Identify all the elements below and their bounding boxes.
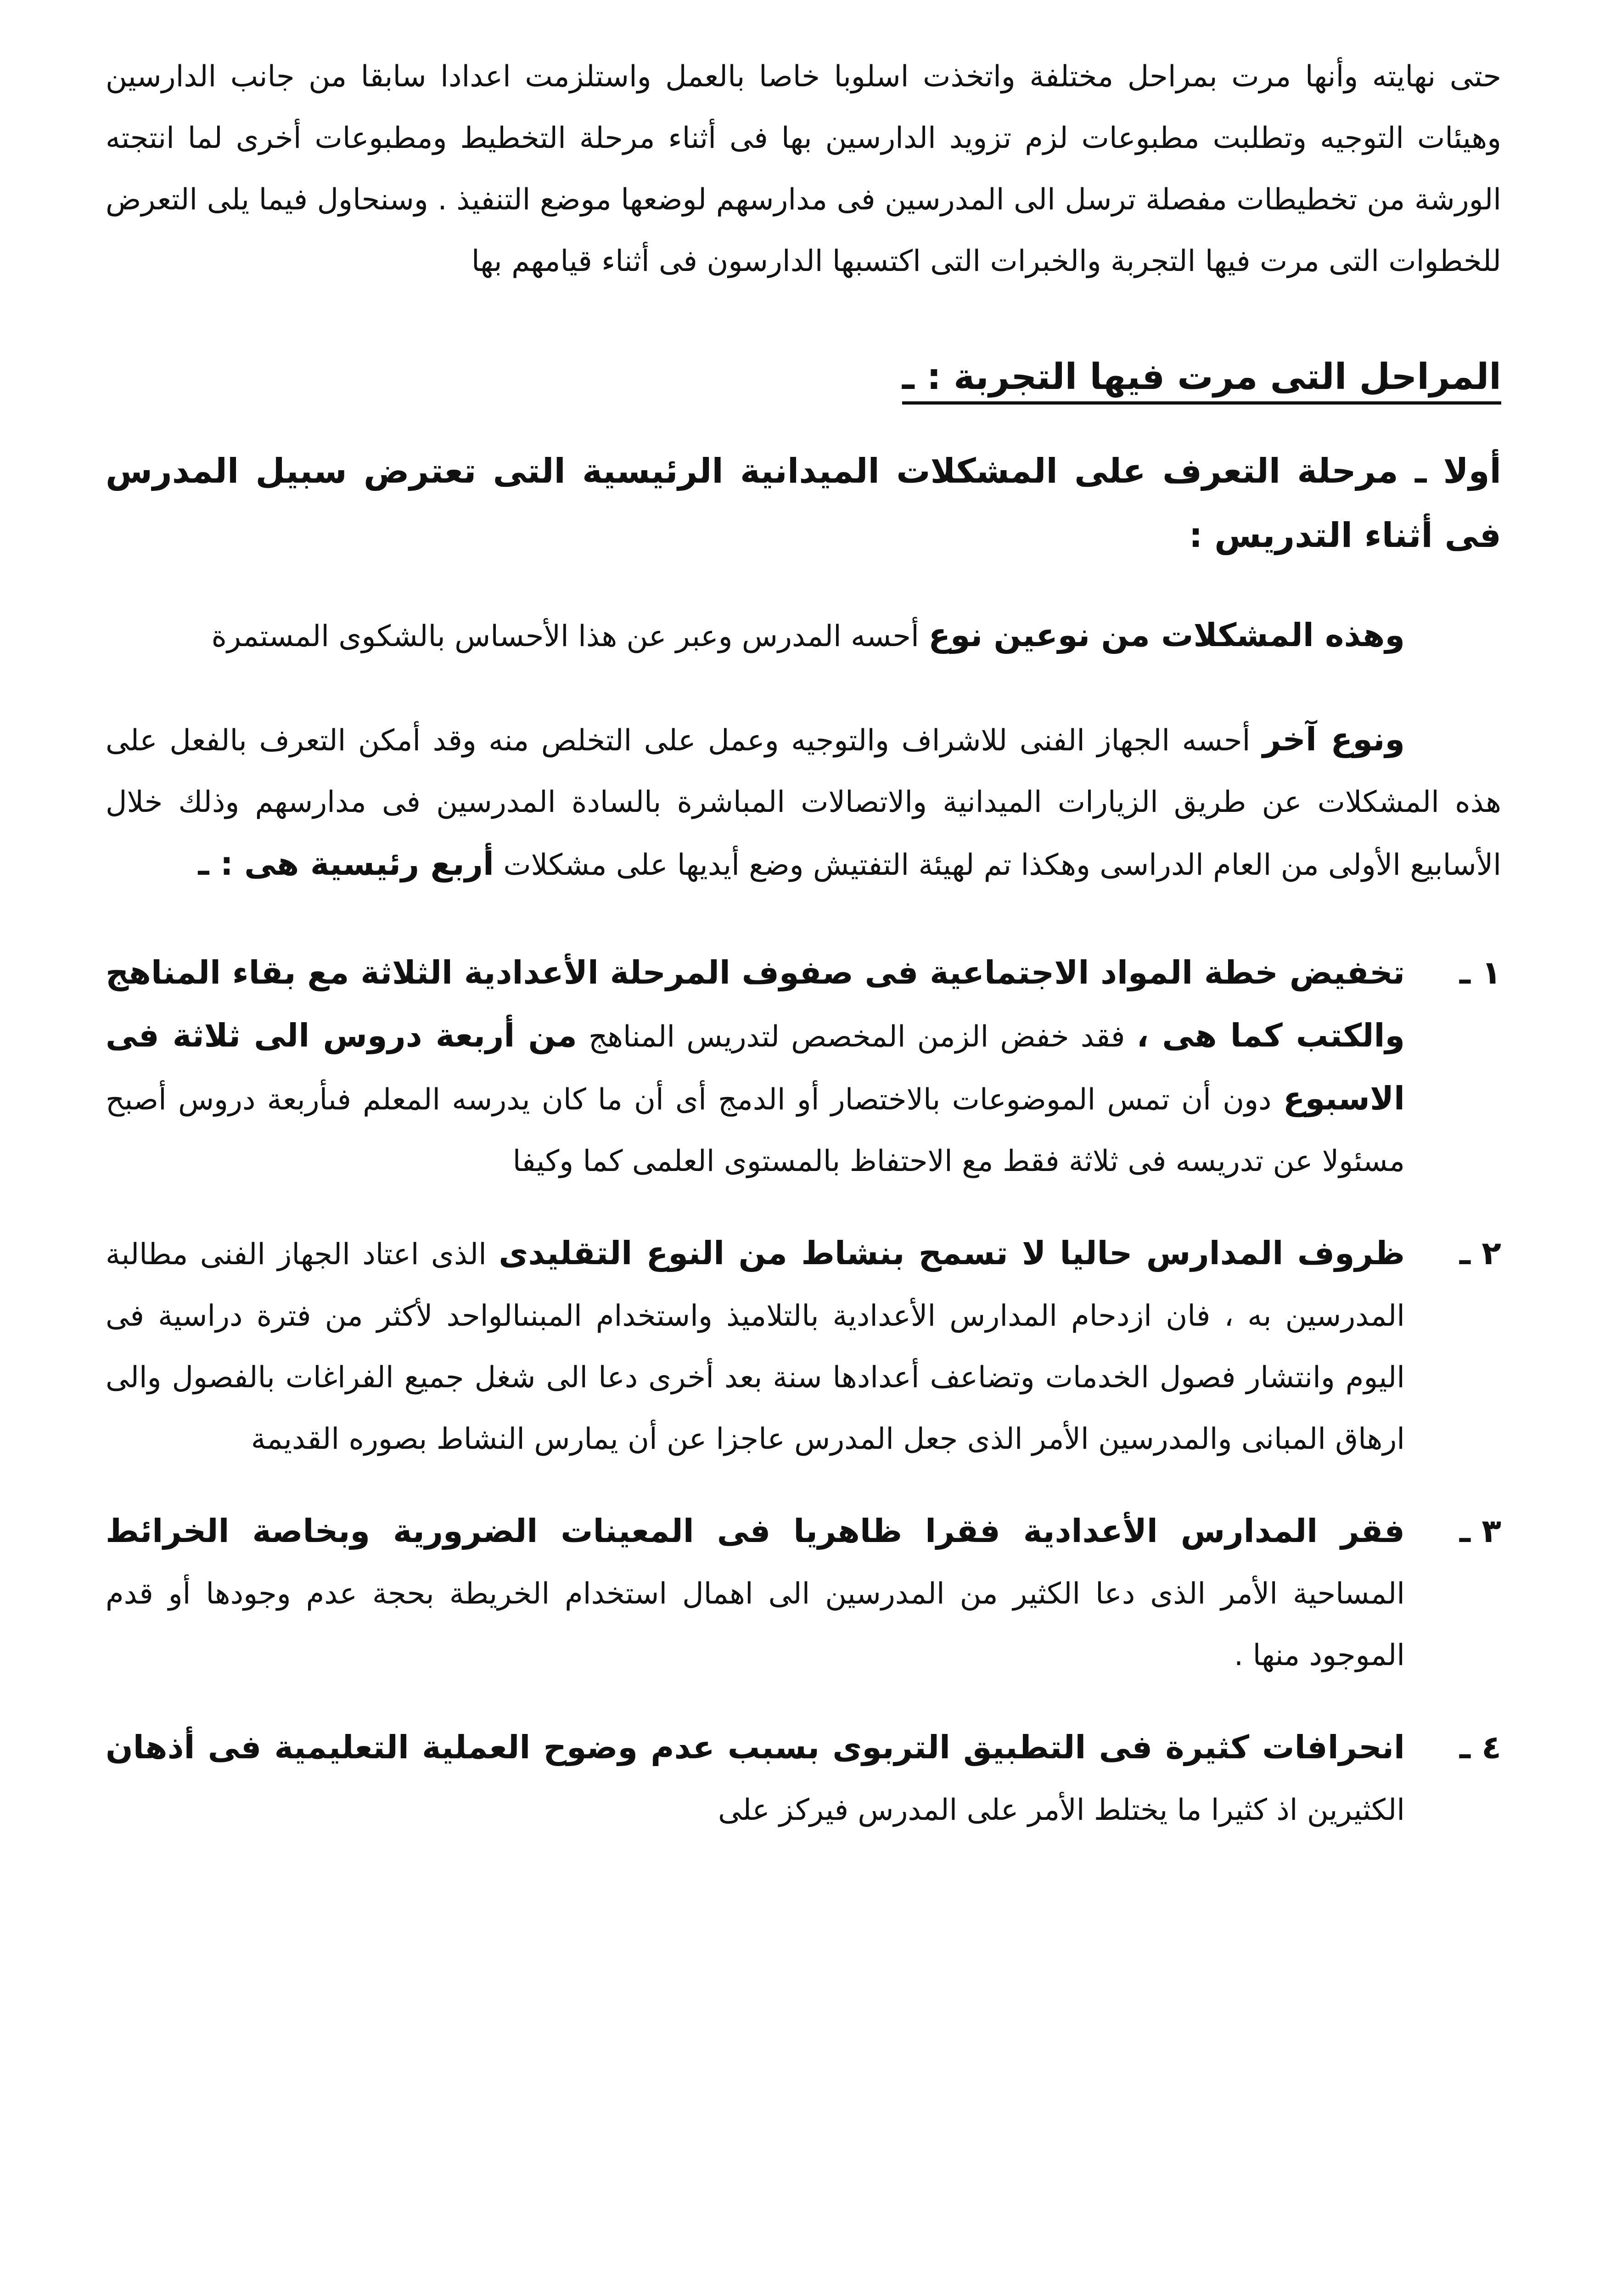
list-item-bold: انحرافات كثيرة فى التطبيق التربوى بسبب عدم وضوح العملية التعليمية فى أذهان	[106, 1728, 1405, 1766]
list-item-bold: ظروف المدارس حاليا لا تسمح بنشاط من النوع التقليدى	[499, 1234, 1405, 1272]
problems-list	[106, 942, 1501, 1841]
list-item-text: المساحية الأمر الذى دعا الكثير من المدرسين الى اهمال استخدام الخريطة بحجة عدم وجودها أو قدم الموجود منها .	[106, 1577, 1405, 1672]
paragraph-first-type	[106, 604, 1501, 667]
list-item-body	[106, 1500, 1405, 1686]
list-item-body	[106, 1222, 1405, 1470]
list-item-number: ١ ـ	[1459, 954, 1501, 991]
list-item-number: ٢ ـ	[1459, 1234, 1501, 1272]
paragraph-second-type	[106, 709, 1501, 896]
paragraph-first-type-lead: وهذه المشكلات من نوعين نوع	[928, 616, 1405, 654]
list-item	[106, 1716, 1501, 1841]
paragraph-second-type-tail: أربع رئيسية هى : ـ	[198, 845, 494, 883]
list-item-text: الذى اعتاد الجهاز الفنى مطالبة المدرسين به ، فان ازدحام المدارس الأعدادية بالتلاميذ واستخدام المبنىالواحد لأكثر من فترة دراسية فى اليوم وانتشار فصول الخدمات وتضاعف أعدادها سنة بعد أخرى دعا الى شغل جميع الفراغات بالفصول والى ارهاق المبانى والمدرسين الأمر الذى جعل المدرس عاجزا عن أن يمارس النشاط بصوره القديمة	[106, 1238, 1405, 1456]
paragraph-second-type-text: أحسه الجهاز الفنى للاشراف والتوجيه وعمل على التخلص منه وقد أمكن التعرف بالفعل على هذه المشكلات عن طريق الزيارات الميدانية والاتصالات المباشرة بالسادة المدرسين فى مدارسهم وذلك خلال الأسابيع الأولى من العام الدراسى وهكذا تم لهيئة التفتيش وضع أيديها على مشكلات	[106, 724, 1501, 882]
list-item-text: الكثيرين اذ كثيرا ما يختلط الأمر على المدرس فيركز على	[718, 1793, 1405, 1827]
list-item-body	[106, 1716, 1405, 1841]
list-item-number: ٤ ـ	[1459, 1728, 1501, 1766]
intro-paragraph: حتى نهايته وأنها مرت بمراحل مختلفة واتخذت اسلوبا خاصا بالعمل واستلزمت اعدادا سابقا من جانب الدارسين وهيئات التوجيه وتطلبت مطبوعات لزم تزويد الدارسين بها فى أثناء مرحلة التخطيط ومطبوعات أخرى لما انتجته الورشة من تخطيطات مفصلة ترسل الى المدرسين فى مدارسهم لوضعها موضع التنفيذ . وسنحاول فيما يلى التعرض للخطوات التى مرت فيها التجربة والخبرات التى اكتسبها الدارسون فى أثناء قيامهم بها	[106, 60, 1501, 278]
document-page	[106, 46, 1501, 1871]
stage-one-heading: أولا ـ مرحلة التعرف على المشكلات الميدانية الرئيسية التى تعترض سبيل المدرس فى أثناء التدريس :	[106, 451, 1501, 555]
list-item-text: فقد خفض الزمن المخصص لتدريس المناهج	[588, 1020, 1125, 1054]
paragraph-first-type-text: أحسه المدرس وعبر عن هذا الأحساس بالشكوى المستمرة	[211, 619, 919, 653]
list-item-bold-second: من أربعة دروس الى ثلاثة فى الاسبوع	[106, 1017, 1405, 1117]
list-item	[106, 1500, 1501, 1686]
list-item-body	[106, 942, 1405, 1192]
list-item-bold: فقر المدارس الأعدادية فقرا ظاهريا فى المعينات الضرورية وبخاصة الخرائط	[106, 1512, 1405, 1550]
list-item-bold: تخفيض خطة المواد الاجتماعية فى صفوف المرحلة الأعدادية الثلاثة مع بقاء المناهج والكتب كما هى ،	[106, 954, 1405, 1054]
list-item-number: ٣ ـ	[1459, 1512, 1501, 1550]
list-item-text-second: دون أن تمس الموضوعات بالاختصار أو الدمج أى أن ما كان يدرسه المعلم فىأربعة دروس أصبح مسئولا عن تدريسه فى ثلاثة فقط مع الاحتفاظ بالمستوى العلمى كما وكيفا	[106, 1083, 1405, 1178]
section-heading-text: المراحل التى مرت فيها التجربة : ـ	[902, 356, 1501, 405]
paragraph-second-type-lead: ونوع آخر	[1262, 720, 1405, 758]
list-item	[106, 1222, 1501, 1470]
list-item	[106, 942, 1501, 1192]
section-heading	[106, 347, 1501, 407]
